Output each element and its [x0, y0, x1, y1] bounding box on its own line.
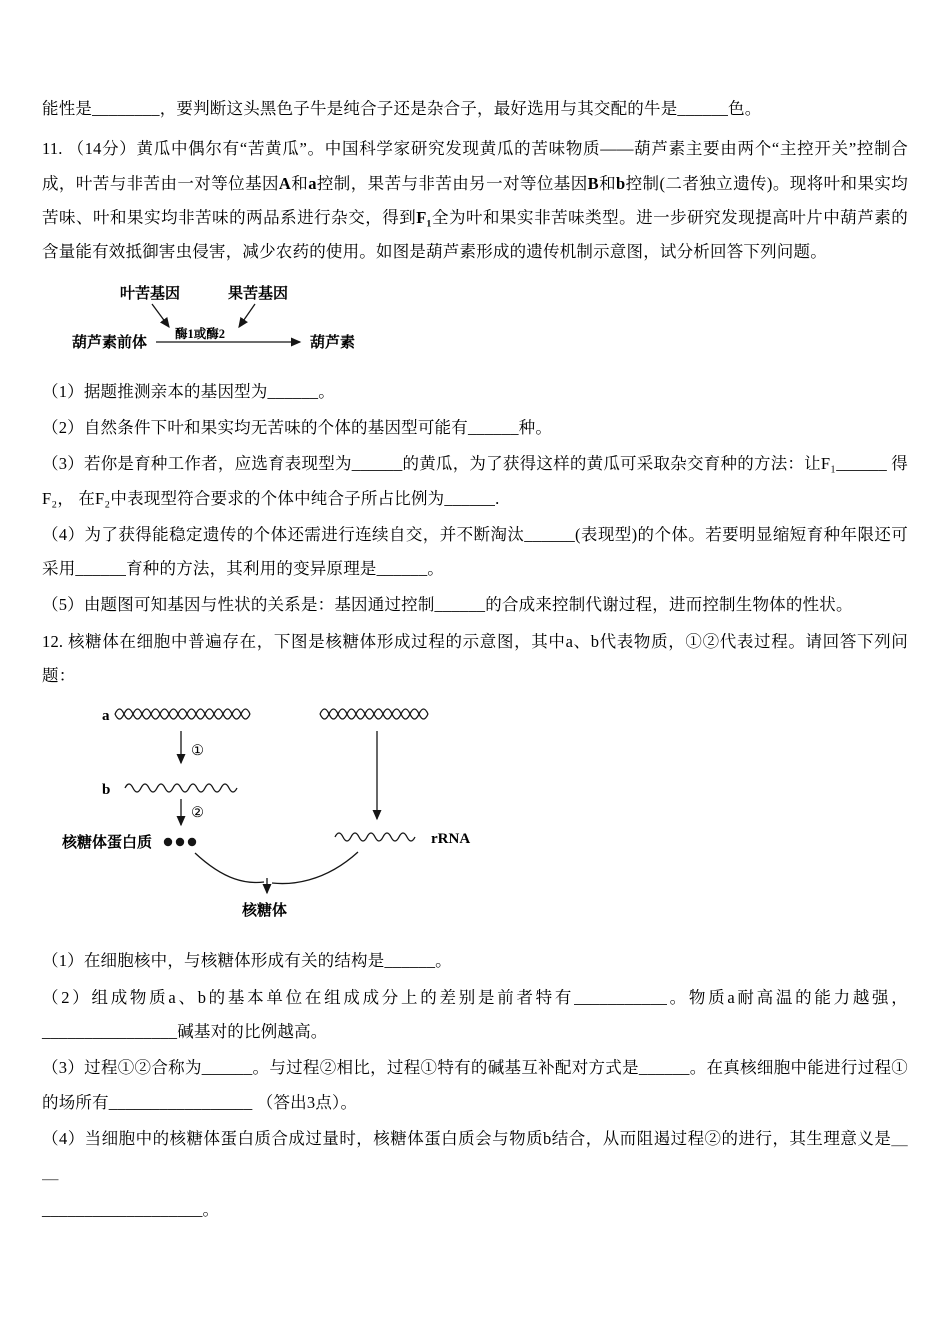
ribosome-label: 核糖体 — [242, 903, 288, 920]
ribosome-diagram-svg — [62, 703, 482, 925]
question-12-stem: 12. 核糖体在细胞中普遍存在，下图是核糖体形成过程的示意图，其中a、b代表物质，①②代表过程。请回答下列问题： — [42, 631, 908, 686]
gene-symbol-b: b — [616, 173, 626, 193]
q11-stem-text: 全为叶和果实非苦味类型。进一步研究发现提高叶片中葫芦素的含量能有效抵御害虫侵害，减少农药的使用。如图是葫芦素形成的遗传机制示意图，试分析回答下列问题。 — [42, 207, 908, 262]
substance-b-label: b — [102, 782, 111, 799]
process-1-label: ① — [191, 743, 204, 760]
q12-sub-question-3: （3）过程①②合称为______。与过程②相比，过程①特有的碱基互补配对方式是______。在真核细胞中能进行过程①的场所有_________________ （答出3点）。 — [42, 1058, 908, 1112]
q11-sub-question-4: （4）为了获得能稳定遗传的个体还需进行连续自交，并不断淘汰______(表现型)的个体。若要明显缩短育种年限还可采用______育种的方法，其利用的变异原理是______。 — [42, 524, 908, 579]
q11-stem-text: 和 — [598, 173, 617, 193]
q11-sub-question-2: （2）自然条件下叶和果实均无苦味的个体的基因型可能有______种。 — [42, 417, 553, 437]
leaf-gene-arrow — [152, 304, 169, 327]
q12-sub-question-2: （2）组成物质a、b的基本单位在组成成分上的差别是前者特有___________。物质a耐高温的能力越强，________________碱基对的比例越高。 — [42, 987, 908, 1041]
q11-sub-question-5: （5）由题图可知基因与性状的关系是：基因通过控制______的合成来控制代谢过程，进而控制生物体的性状。 — [42, 595, 853, 615]
precursor-label: 葫芦素前体 — [72, 334, 148, 351]
q12-sub-question-4-blank-line: ___________________。 — [42, 1199, 220, 1219]
leaf-bitter-gene-label: 叶苦基因 — [120, 285, 181, 302]
ribosomal-protein-dot — [176, 838, 184, 846]
q11-stem-text: 控制(二者独立遗传)。现将叶和果实均苦味、叶和果实均非苦味的两品系进行杂交，得到 — [42, 173, 909, 227]
fruit-bitter-gene-label: 果苦基因 — [228, 285, 289, 302]
mrna-wavy-line — [125, 784, 237, 792]
ribosomal-protein-dot — [188, 838, 196, 846]
q12-sub-question-1: （1）在细胞核中，与核糖体形成有关的结构是______。 — [42, 951, 452, 971]
q11-sub-question-3: （3）若你是育种工作者，应选育表现型为______的黄瓜，为了获得这样的黄瓜可采取杂交育种的方法：让F₁______ 得F₂， 在F₂中表现型符合要求的个体中纯合子所占比例为______. — [42, 454, 908, 508]
cucurbitacin-pathway-diagram — [72, 280, 908, 363]
q11-sub-question-1: （1）据题推测亲本的基因型为______。 — [42, 381, 335, 401]
product-label: 葫芦素 — [310, 334, 356, 351]
enzyme-label: 酶1或酶2 — [175, 326, 226, 341]
pathway-diagram-svg — [72, 280, 412, 358]
q11-stem-text: 控制，果苦与非苦由另一对等位基因 — [316, 173, 588, 193]
generation-symbol-F1: F₁ — [416, 207, 432, 227]
q11-stem-text: 和 — [291, 173, 309, 193]
q12-sub-question-4: （4）当细胞中的核糖体蛋白质合成过量时，核糖体蛋白质会与物质b结合，从而阻遏过程②的进行，其生理意义是＿＿ — [42, 1128, 908, 1183]
gene-symbol-a: a — [308, 173, 317, 193]
assembly-curve-left — [195, 853, 264, 882]
question-11-stem — [42, 132, 908, 269]
ribosome-formation-diagram — [62, 703, 908, 930]
fruit-gene-arrow — [239, 304, 255, 327]
gene-symbol-B: B — [587, 173, 599, 193]
rrna-wavy-line — [335, 833, 415, 841]
question-10-continuation: 能性是________，要判断这头黑色子牛是纯合子还是杂合子，最好选用与其交配的牛是______色。 — [42, 99, 762, 118]
ribosomal-protein-label: 核糖体蛋白质 — [62, 835, 153, 852]
q11-stem-text: 11. （14分）黄瓜中偶尔有“苦黄瓜”。中国科学家研究发现黄瓜的苦味物质——葫芦素主要由两个“主控开关”控制合成，叶苦与非苦由一对等位基因 — [42, 139, 908, 193]
process-2-label: ② — [191, 805, 204, 822]
ribosomal-protein-dot — [164, 838, 172, 846]
gene-symbol-A: A — [278, 173, 292, 193]
substance-a-label: a — [102, 708, 110, 725]
assembly-curve-right — [272, 852, 358, 884]
rrna-label: rRNA — [431, 831, 471, 848]
